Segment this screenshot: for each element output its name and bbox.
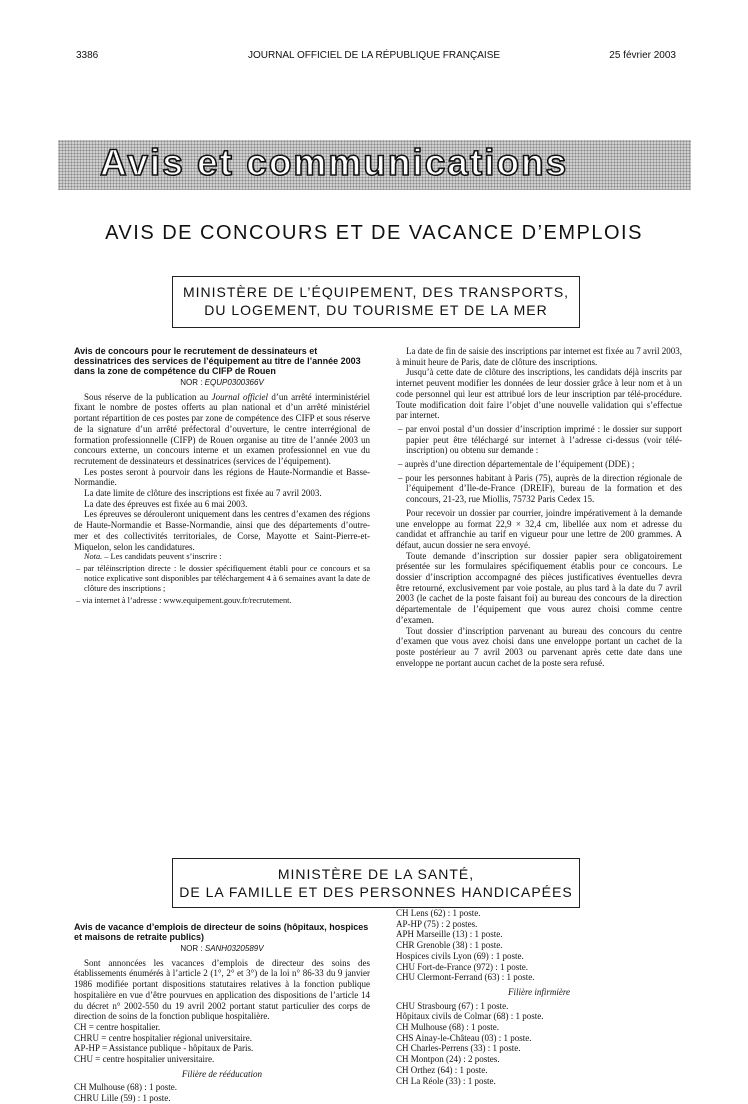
nor-reference [74, 378, 370, 389]
nor-label: NOR : [180, 944, 205, 953]
nor-code: SANH0320589V [204, 944, 264, 953]
banner-title: Avis et communications [100, 142, 569, 183]
article-vacance-continued-column [396, 908, 682, 1086]
list-item: CH Lens (62) : 1 poste. [396, 908, 481, 918]
note-paragraph [74, 552, 370, 562]
definition-abbr: CHRU [74, 1032, 100, 1043]
page-number: 3386 [76, 50, 99, 61]
nor-label: NOR : [180, 378, 205, 387]
list-item: – auprès d’une direction départementale de l’équipement (DDE) ; [398, 459, 635, 470]
subsection-title: Filière de rééducation [181, 1068, 263, 1079]
paragraph: Les postes seront à pourvoir dans les régions de Haute-Normandie et Basse-Normandie. [74, 466, 370, 488]
article-concours-continued-column [396, 346, 682, 668]
list-item: CH Orthez (64) : 1 poste. [396, 1064, 488, 1075]
paragraph: Sont annoncées les vacances d’emplois de directeur des soins des établissements énumérés à l’article 2 (1°, 2° et 3°) de la loi n° 86-33 du 9 janvier 1986 modifiée portant dispositions statutaires relatives à la fonction publique hospitalière en vue d’être pourvues en application des dispositions de l’article 14 du décret n° 2002-550 du 19 avril 2002 portant statut particulier des corps de direction de soins de la fonction publique hospitalière. [74, 957, 370, 1022]
list-item: CHU Fort-de-France (972) : 1 poste. [396, 961, 528, 972]
nor-code: EQUP0300366V [204, 378, 264, 387]
list-item: CHRU Lille (59) : 1 poste. [74, 1093, 171, 1104]
nor-reference [74, 944, 370, 955]
definition-text: = centre hospitalier universitaire. [95, 1054, 215, 1065]
list-item: CHR Grenoble (38) : 1 poste. [396, 940, 503, 951]
ministry-line: MINISTÈRE DE L’ÉQUIPEMENT, DES TRANSPORTS, [182, 284, 570, 300]
paragraph [74, 392, 370, 467]
list-item: CHU Clermont-Ferrand (63) : 1 poste. [396, 972, 535, 983]
article-title: Avis de concours pour le recrutement de dessinateurs et dessinatrices des services de l’équipement au titre de l’année 2003 dans la zone de compétence du CIFP de Rouen [74, 346, 361, 376]
definition-abbr: CHU [74, 1054, 94, 1065]
list-item: CH La Réole (33) : 1 poste. [396, 1075, 496, 1086]
definition-text: = centre hospitalier régional universitaire. [101, 1032, 253, 1043]
definition-item [74, 1033, 370, 1044]
paragraph: La date limite de clôture des inscriptions est fixée au 7 avril 2003. [84, 488, 322, 499]
definition-text: = Assistance publique - hôpitaux de Paris. [101, 1043, 254, 1054]
list-item: – par envoi postal d’un dossier d’inscription imprimé : le dossier sur support papier peut être téléchargé sur internet à l’adresse ci-dessus (voir télé-inscription) ou obtenu sur demande : [398, 423, 682, 456]
text-run-italic: Journal officiel [211, 391, 268, 402]
ministry-line: MINISTÈRE DE LA SANTÉ, [277, 866, 475, 882]
definition-item [74, 1022, 370, 1033]
definitions-list [74, 1022, 370, 1065]
paragraph: La date de fin de saisie des inscriptions par internet est fixée au 7 avril 2003, à minuit heure de Paris, date de clôture des inscriptions. [396, 346, 682, 367]
definition-text: = centre hospitalier. [88, 1021, 161, 1032]
list-item: Hospices civils Lyon (69) : 1 poste. [396, 950, 524, 961]
paragraph: Jusqu’à cette date de clôture des inscriptions, les candidats déjà inscrits par internet peuvent modifier les données de leur dossier grâce à leur nom et à un code personnel qui leur est attribué lors de leur inscription par télé-procédure. Toute modification doit faire l’objet d’une nouvelle validation qui s’effectue par internet. [396, 367, 682, 421]
ministry-line: DU LOGEMENT, DU TOURISME ET DE LA MER [204, 302, 548, 318]
list-item: – pour les personnes habitant à Paris (75), auprès de la direction régionale de l’équipement d’Ile-de-France (DREIF), bureau de la formation et des concours, 21-23, rue Miollis, 75732 Paris Cedex 15. [398, 472, 682, 505]
subsection-title: Filière infirmière [507, 986, 571, 997]
text-run: d’un arrêté interministériel fixant le nombre de postes offerts au plan national et d’un arrêté ministériel portant répartition de ces postes par zone de compétence des CIFP et sous réserve de la signature d’un arrêté préfectoral d’ouverture, le centre interrégional de formation professionnelle (CIFP) de Rouen organise au titre de l’année 2003 un concours externe, un concours interne et un examen professionnel en vue du recrutement de dessinateurs et dessinatrices (services de l’équipement). [74, 391, 370, 466]
article-concours-column [74, 346, 370, 608]
ministry-line: DE LA FAMILLE ET DES PERSONNES HANDICAPÉES [179, 884, 573, 900]
list-item: CH Mulhouse (68) : 1 poste. [74, 1082, 177, 1093]
article-vacance-column [74, 922, 370, 1104]
list-item: CH Mulhouse (68) : 1 poste. [396, 1022, 499, 1033]
note-text: – Les candidats peuvent s’inscrire : [102, 552, 222, 562]
paragraph: Toute demande d’inscription sur dossier papier sera obligatoirement présentée sur les formulaires spécifiquement établis pour ce concours. Le dossier d’inscription accompagné des pièces justificatives éventuelles devra être retourné, exclusivement par voie postale, au plus tard à la date du 7 avril 2003 (le cachet de la poste faisant foi) au bureau des concours de la direction départementale de l’équipement que vous aurez choisi comme centre d’examen. [396, 550, 682, 625]
note-label: Nota. [84, 552, 103, 562]
section-title: AVIS DE CONCOURS ET DE VACANCE D’EMPLOIS [105, 222, 643, 244]
definition-abbr: AP-HP [74, 1043, 100, 1054]
list-item: APH Marseille (13) : 1 poste. [396, 929, 503, 940]
text-run: Sous réserve de la publication au [84, 391, 212, 402]
definition-abbr: CH [74, 1021, 87, 1032]
paragraph: Les épreuves se dérouleront uniquement dans les centres d’examen des régions de Haute-Normandie et Basse-Normandie, ainsi que des départements d’outre-mer et des collectivités territoriales, de Corse, Mayotte et Saint-Pierre-et-Miquelon, selon les candidatures. [74, 509, 370, 552]
paragraph: La date des épreuves est fixée au 6 mai 2003. [84, 498, 248, 509]
list-item: CHU Strasbourg (67) : 1 poste. [396, 1000, 509, 1011]
list-item: CH Montpon (24) : 2 postes. [396, 1054, 500, 1065]
ministry-box-equipement [172, 276, 580, 328]
paragraph: Pour recevoir un dossier par courrier, joindre impérativement à la demande une enveloppe au format 22,9 × 32,4 cm, libellée aux nom et adresse du candidat et affranchie au tarif en vigueur pour une lettre de 200 grammes. A défaut, aucun dossier ne sera envoyé. [396, 507, 682, 550]
list-item: AP-HP (75) : 2 postes. [396, 918, 478, 929]
list-item: CH Charles-Perrens (33) : 1 poste. [396, 1043, 521, 1054]
list-item: Hôpitaux civils de Colmar (68) : 1 poste. [396, 1011, 544, 1022]
ministry-box-sante [172, 858, 580, 908]
definition-item [74, 1043, 370, 1054]
definition-item [74, 1054, 370, 1065]
article-title: Avis de vacance d’emplois de directeur de soins (hôpitaux, hospices et maisons de retraite publics) [74, 922, 369, 942]
list-item: CHS Ainay-le-Château (03) : 1 poste. [396, 1032, 532, 1043]
paragraph: Tout dossier d’inscription parvenant au bureau des concours du centre d’examen que vous avez choisi dans une enveloppe portant un cachet de la poste postérieur au 7 avril 2003 ou parvenant après cette date dans une enveloppe ne portant aucun cachet de la poste sera refusé. [396, 625, 682, 668]
note-item: – via internet à l’adresse : www.equipement.gouv.fr/recrutement. [76, 596, 292, 606]
journal-title: JOURNAL OFFICIEL DE LA RÉPUBLIQUE FRANÇAISE [247, 50, 501, 61]
note-item: – par téléinscription directe : le dossier spécifiquement établi pour ce concours et sa notice explicative sont disponibles par téléchargement 4 à 6 semaines avant la date de clôture des inscriptions ; [76, 564, 370, 594]
issue-date: 25 février 2003 [609, 50, 676, 61]
